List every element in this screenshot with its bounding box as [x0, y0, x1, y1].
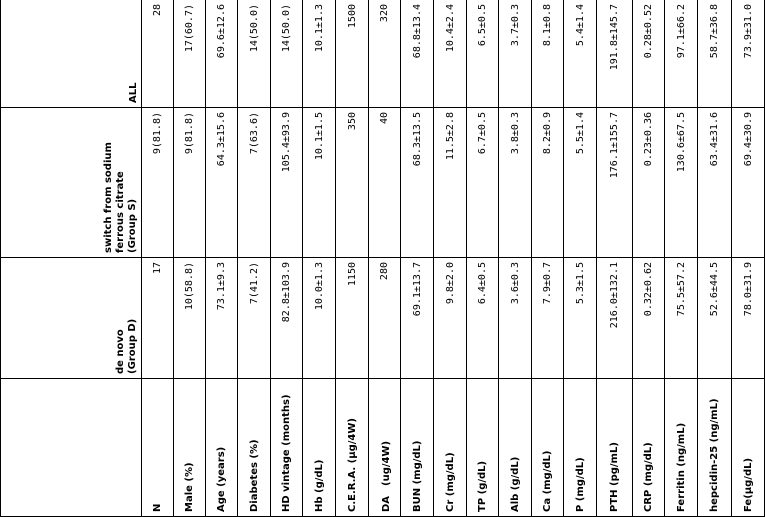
row-label: Ferritin (ng/mL) — [665, 379, 698, 517]
value-group-s: 9(81.8) — [174, 108, 206, 258]
value-all: 69.6±12.6 — [206, 0, 238, 108]
table-row — [698, 0, 732, 517]
value-group-d: 6.4±0.5 — [467, 258, 499, 379]
value-group-s: 69.4±30.9 — [732, 108, 765, 258]
value-all: 10.4±2.4 — [434, 0, 467, 108]
table-row — [369, 0, 401, 517]
table-row — [336, 0, 369, 517]
table-row — [238, 0, 271, 517]
value-group-s: 64.3±15.6 — [206, 108, 238, 258]
value-all: 320 — [369, 0, 401, 108]
row-label: DA (ug/4W) — [369, 379, 401, 517]
group-s-header — [1, 108, 142, 258]
value-group-d: 73.1±9.3 — [206, 258, 238, 379]
row-label: Ca (mg/dL) — [532, 379, 564, 517]
value-group-d: 69.1±13.7 — [401, 258, 434, 379]
group-d-line-2: (Group D) — [127, 318, 138, 374]
value-group-s: 350 — [336, 108, 369, 258]
value-group-d: 3.6±0.3 — [499, 258, 532, 379]
value-group-d: 75.5±57.2 — [665, 258, 698, 379]
value-group-s: 9(81.8) — [142, 108, 174, 258]
table-row — [271, 0, 303, 517]
row-label: Male (%) — [174, 379, 206, 517]
table-row — [206, 0, 238, 517]
value-group-s: 10.1±1.5 — [303, 108, 336, 258]
value-all: 8.1±0.8 — [532, 0, 564, 108]
value-group-d: 216.0±132.1 — [597, 258, 633, 379]
value-all: 1500 — [336, 0, 369, 108]
value-all: 58.7±36.8 — [698, 0, 732, 108]
table-row — [303, 0, 336, 517]
table-row — [467, 0, 499, 517]
row-label: BUN (mg/dL) — [401, 379, 434, 517]
value-all: 3.7±0.3 — [499, 0, 532, 108]
value-group-d: 0.32±0.62 — [633, 258, 665, 379]
value-group-s: 7(63.6) — [238, 108, 271, 258]
value-group-d: 10(58.8) — [174, 258, 206, 379]
table-row — [732, 0, 765, 517]
row-label: Alb (g/dL) — [499, 379, 532, 517]
value-all: 14(50.0) — [238, 0, 271, 108]
table-row — [597, 0, 633, 517]
all-header: ALL — [1, 0, 142, 108]
value-all: 191.8±145.7 — [597, 0, 633, 108]
group-d-line-1: de novo — [115, 329, 126, 374]
value-group-d: 17 — [142, 258, 174, 379]
value-group-s: 176.1±155.7 — [597, 108, 633, 258]
group-d-header — [1, 258, 142, 379]
value-group-s: 8.2±0.9 — [532, 108, 564, 258]
value-group-s: 5.5±1.4 — [564, 108, 597, 258]
value-group-d: 78.0±31.9 — [732, 258, 765, 379]
value-group-d: 82.8±103.9 — [271, 258, 303, 379]
value-group-d: 1150 — [336, 258, 369, 379]
row-label: N — [142, 379, 174, 517]
table-row — [665, 0, 698, 517]
row-label: Hb (g/dL) — [303, 379, 336, 517]
table-row — [564, 0, 597, 517]
table-row — [401, 0, 434, 517]
row-label: Age (years) — [206, 379, 238, 517]
value-all: 28 — [142, 0, 174, 108]
value-group-d: 10.0±1.3 — [303, 258, 336, 379]
value-group-d: 7.9±0.7 — [532, 258, 564, 379]
table-row — [434, 0, 467, 517]
value-all: 10.1±1.3 — [303, 0, 336, 108]
value-all: 73.9±31.0 — [732, 0, 765, 108]
value-group-s: 11.5±2.8 — [434, 108, 467, 258]
table-row — [174, 0, 206, 517]
value-group-s: 68.3±13.5 — [401, 108, 434, 258]
value-all: 0.28±0.52 — [633, 0, 665, 108]
group-s-line-1: switch from sodium — [103, 142, 114, 253]
value-group-s: 3.8±0.3 — [499, 108, 532, 258]
row-label: CRP (mg/dL) — [633, 379, 665, 517]
group-s-line-2: ferrous citrate — [115, 171, 126, 253]
group-s-line-3: (Group S) — [127, 198, 138, 253]
value-all: 17(60.7) — [174, 0, 206, 108]
value-all: 68.8±13.4 — [401, 0, 434, 108]
row-label: PTH (pg/mL) — [597, 379, 633, 517]
value-group-s: 0.23±0.36 — [633, 108, 665, 258]
value-group-d: 7(41.2) — [238, 258, 271, 379]
value-all: 97.1±66.2 — [665, 0, 698, 108]
row-label: HD vintage (months) — [271, 379, 303, 517]
row-label: P (mg/dL) — [564, 379, 597, 517]
row-label: hepcidin-25 (ng/mL) — [698, 379, 732, 517]
value-group-s: 63.4±31.6 — [698, 108, 732, 258]
table-row — [532, 0, 564, 517]
row-label: Diabetes (%) — [238, 379, 271, 517]
value-all: 5.4±1.4 — [564, 0, 597, 108]
row-label: TP (g/dL) — [467, 379, 499, 517]
header-row — [1, 0, 142, 517]
row-label: Fe(μg/dL) — [732, 379, 765, 517]
table-row — [633, 0, 665, 517]
corner-cell — [1, 379, 142, 517]
value-group-d: 52.6±44.5 — [698, 258, 732, 379]
row-label: Cr (mg/dL) — [434, 379, 467, 517]
row-label: C.E.R.A. (μg/4W) — [336, 379, 369, 517]
value-group-s: 130.6±67.5 — [665, 108, 698, 258]
value-group-d: 280 — [369, 258, 401, 379]
table-row — [142, 0, 174, 517]
value-all: 14(50.0) — [271, 0, 303, 108]
value-group-s: 105.4±93.9 — [271, 108, 303, 258]
table-row — [499, 0, 532, 517]
value-group-d: 5.3±1.5 — [564, 258, 597, 379]
value-group-s: 40 — [369, 108, 401, 258]
value-group-d: 9.8±2.0 — [434, 258, 467, 379]
value-group-s: 6.7±0.5 — [467, 108, 499, 258]
value-all: 6.5±0.5 — [467, 0, 499, 108]
